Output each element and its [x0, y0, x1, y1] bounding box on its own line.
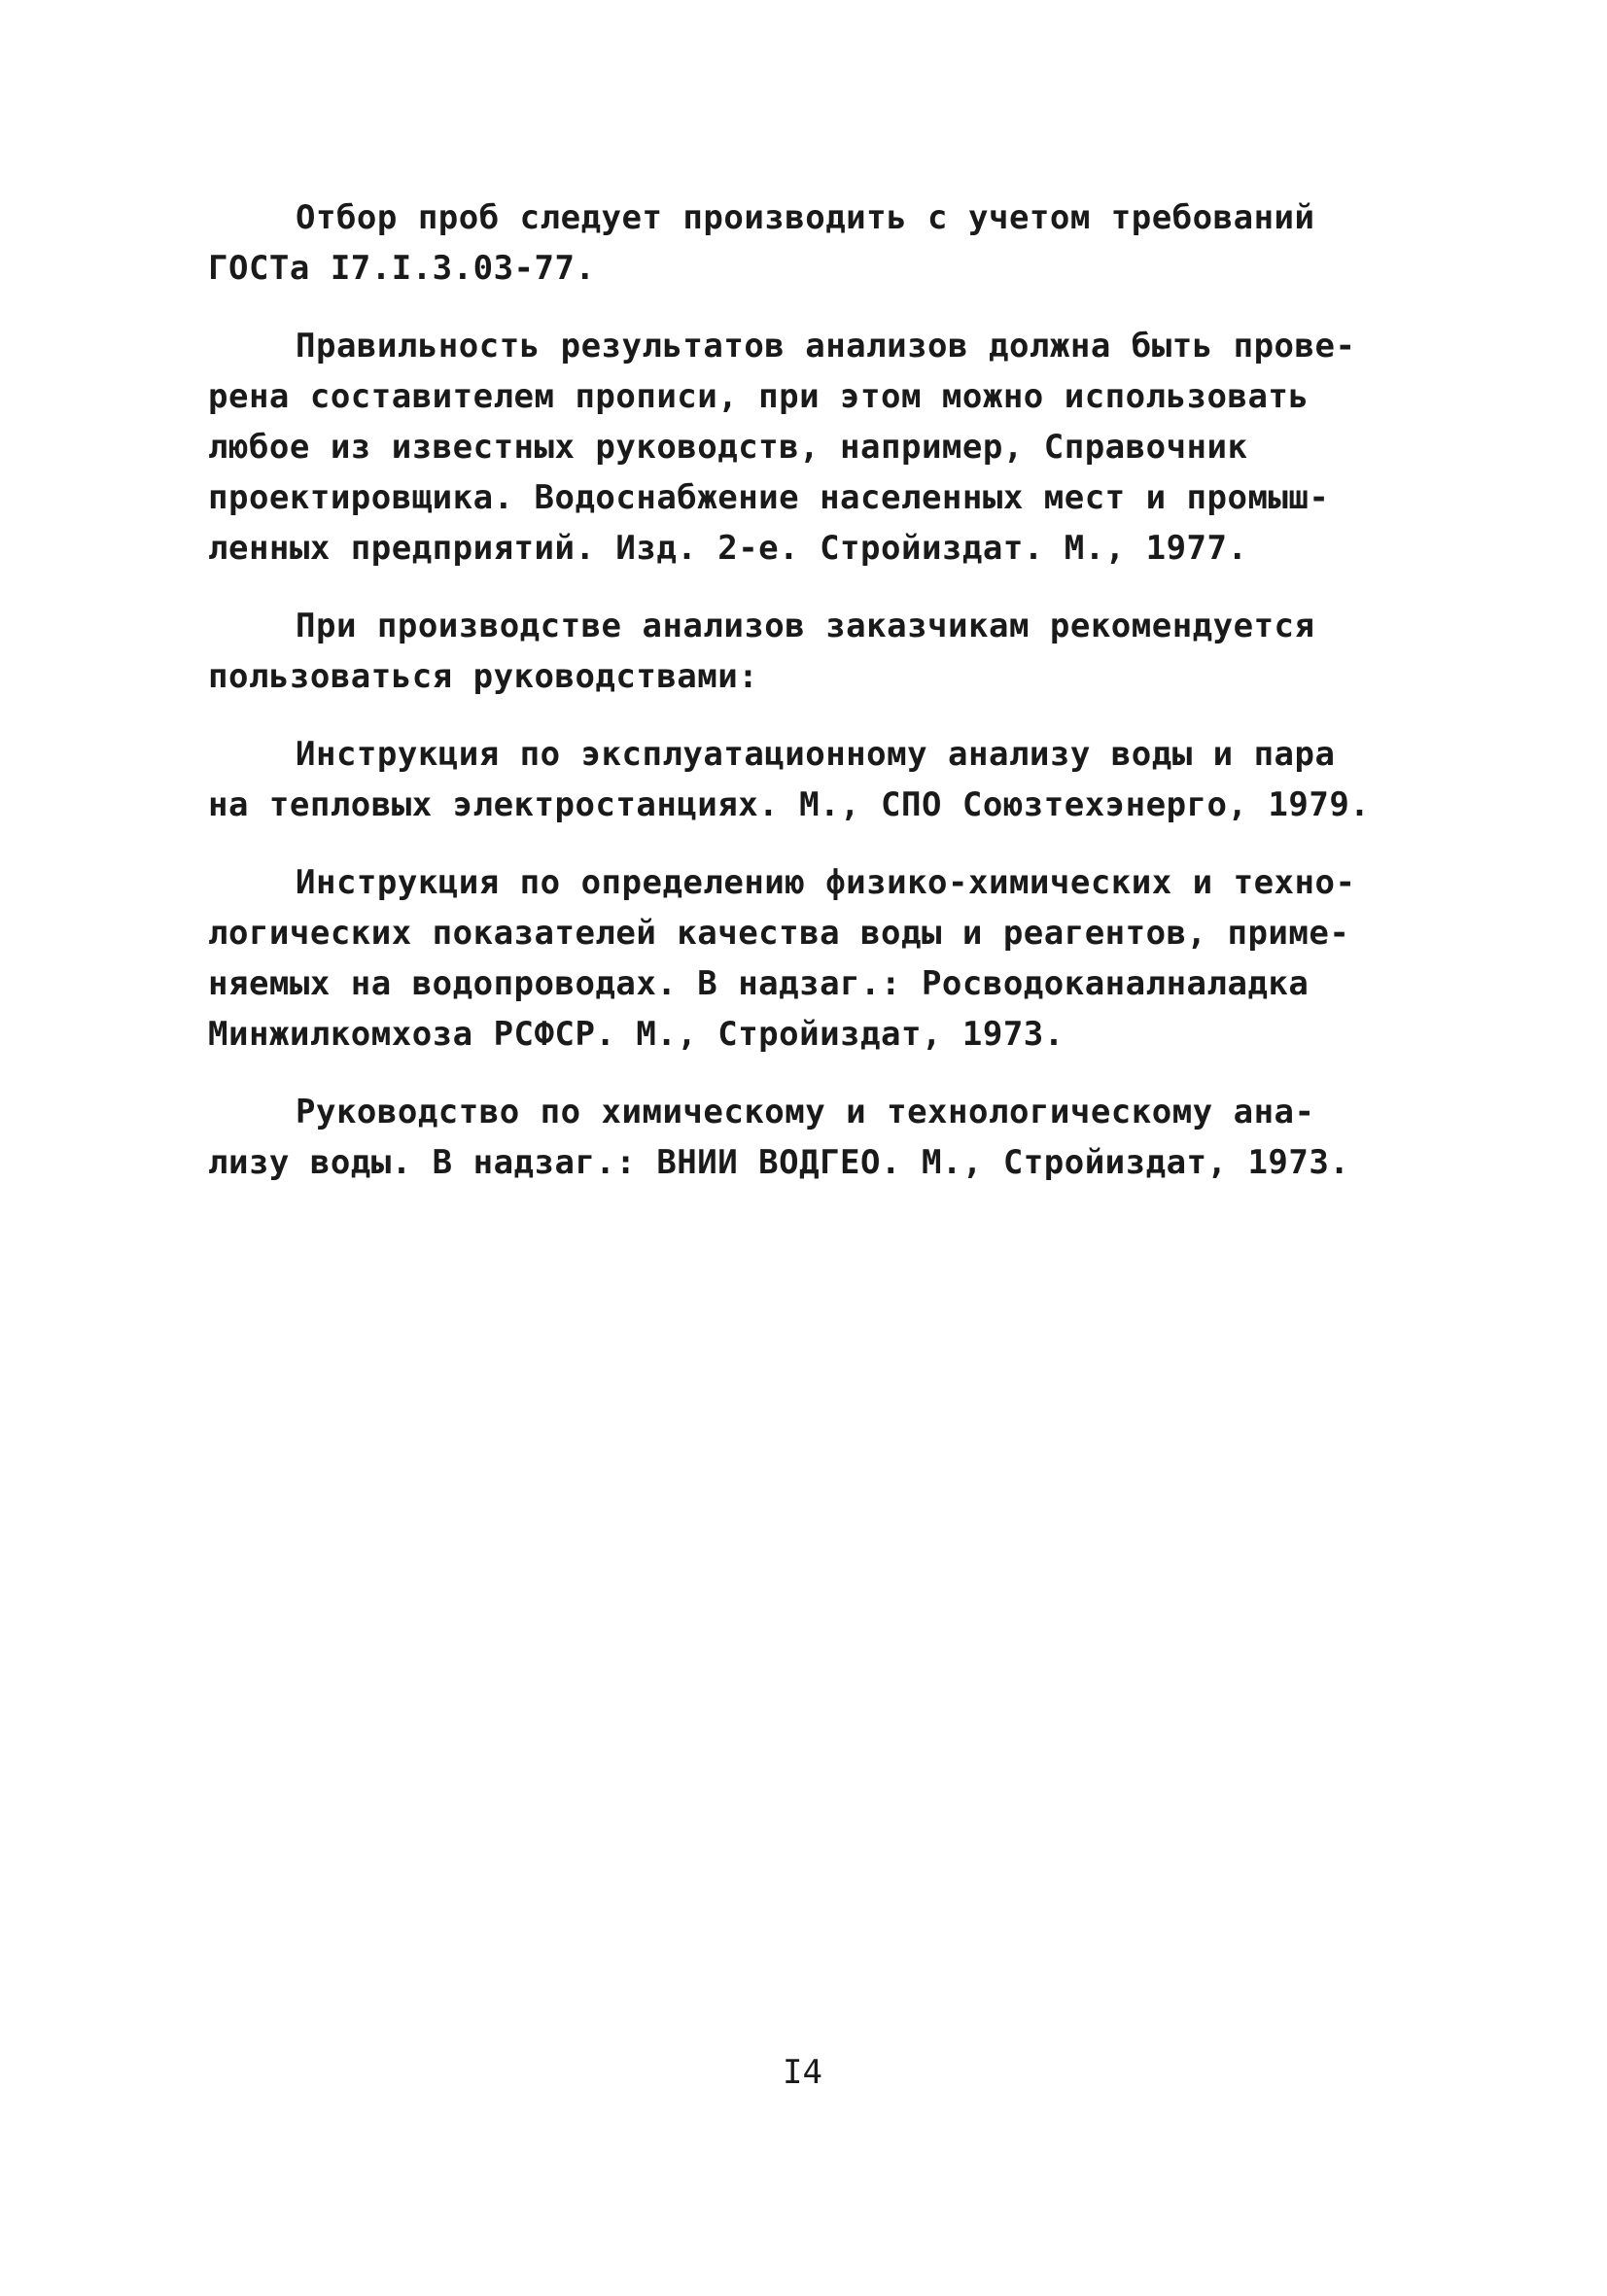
text-line: любое из известных руководств, например, Справочник	[208, 428, 1248, 467]
text-line: логических показателей качества воды и реагентов, приме-	[208, 914, 1350, 953]
page-number: I4	[783, 2053, 822, 2092]
paragraph-recommendation	[208, 601, 1414, 702]
text-line: рена составителем прописи, при этом можно использовать	[208, 377, 1310, 416]
text-line: Инструкция по определению физико-химических и техно-	[296, 863, 1356, 902]
text-line: пользоваться руководствами:	[208, 657, 759, 696]
body-text	[208, 192, 1414, 1215]
text-line: проектировщика. Водоснабжение населенных мест и промыш-	[208, 478, 1330, 517]
paragraph-sampling	[208, 192, 1414, 294]
text-line: При производстве анализов заказчикам рекомендуется	[296, 607, 1315, 645]
text-line: ГОСТа I7.I.3.03-77.	[208, 249, 596, 288]
text-line: на тепловых электростанциях. М., СПО Союзтехэнерго, 1979.	[208, 785, 1371, 824]
text-line: лизу воды. В надзаг.: ВНИИ ВОДГЕО. М., Стройиздат, 1973.	[208, 1143, 1350, 1182]
text-line: Правильность результатов анализов должна быть прове-	[296, 327, 1356, 365]
reference-item	[208, 729, 1414, 830]
text-line: Инструкция по эксплуатационному анализу воды и пара	[296, 735, 1336, 774]
text-line: Руководство по химическому и технологическому ана-	[296, 1093, 1315, 1131]
text-line: Отбор проб следует производить с учетом требований	[296, 198, 1315, 237]
reference-item	[208, 1087, 1414, 1188]
text-line: няемых на водопроводах. В надзаг.: Росводоканалналадка	[208, 964, 1310, 1003]
reference-item	[208, 857, 1414, 1060]
text-line: Минжилкомхоза РСФСР. М., Стройиздат, 1973.	[208, 1015, 1065, 1054]
paragraph-verification	[208, 321, 1414, 574]
text-line: ленных предприятий. Изд. 2-е. Стройиздат. М., 1977.	[208, 529, 1248, 568]
